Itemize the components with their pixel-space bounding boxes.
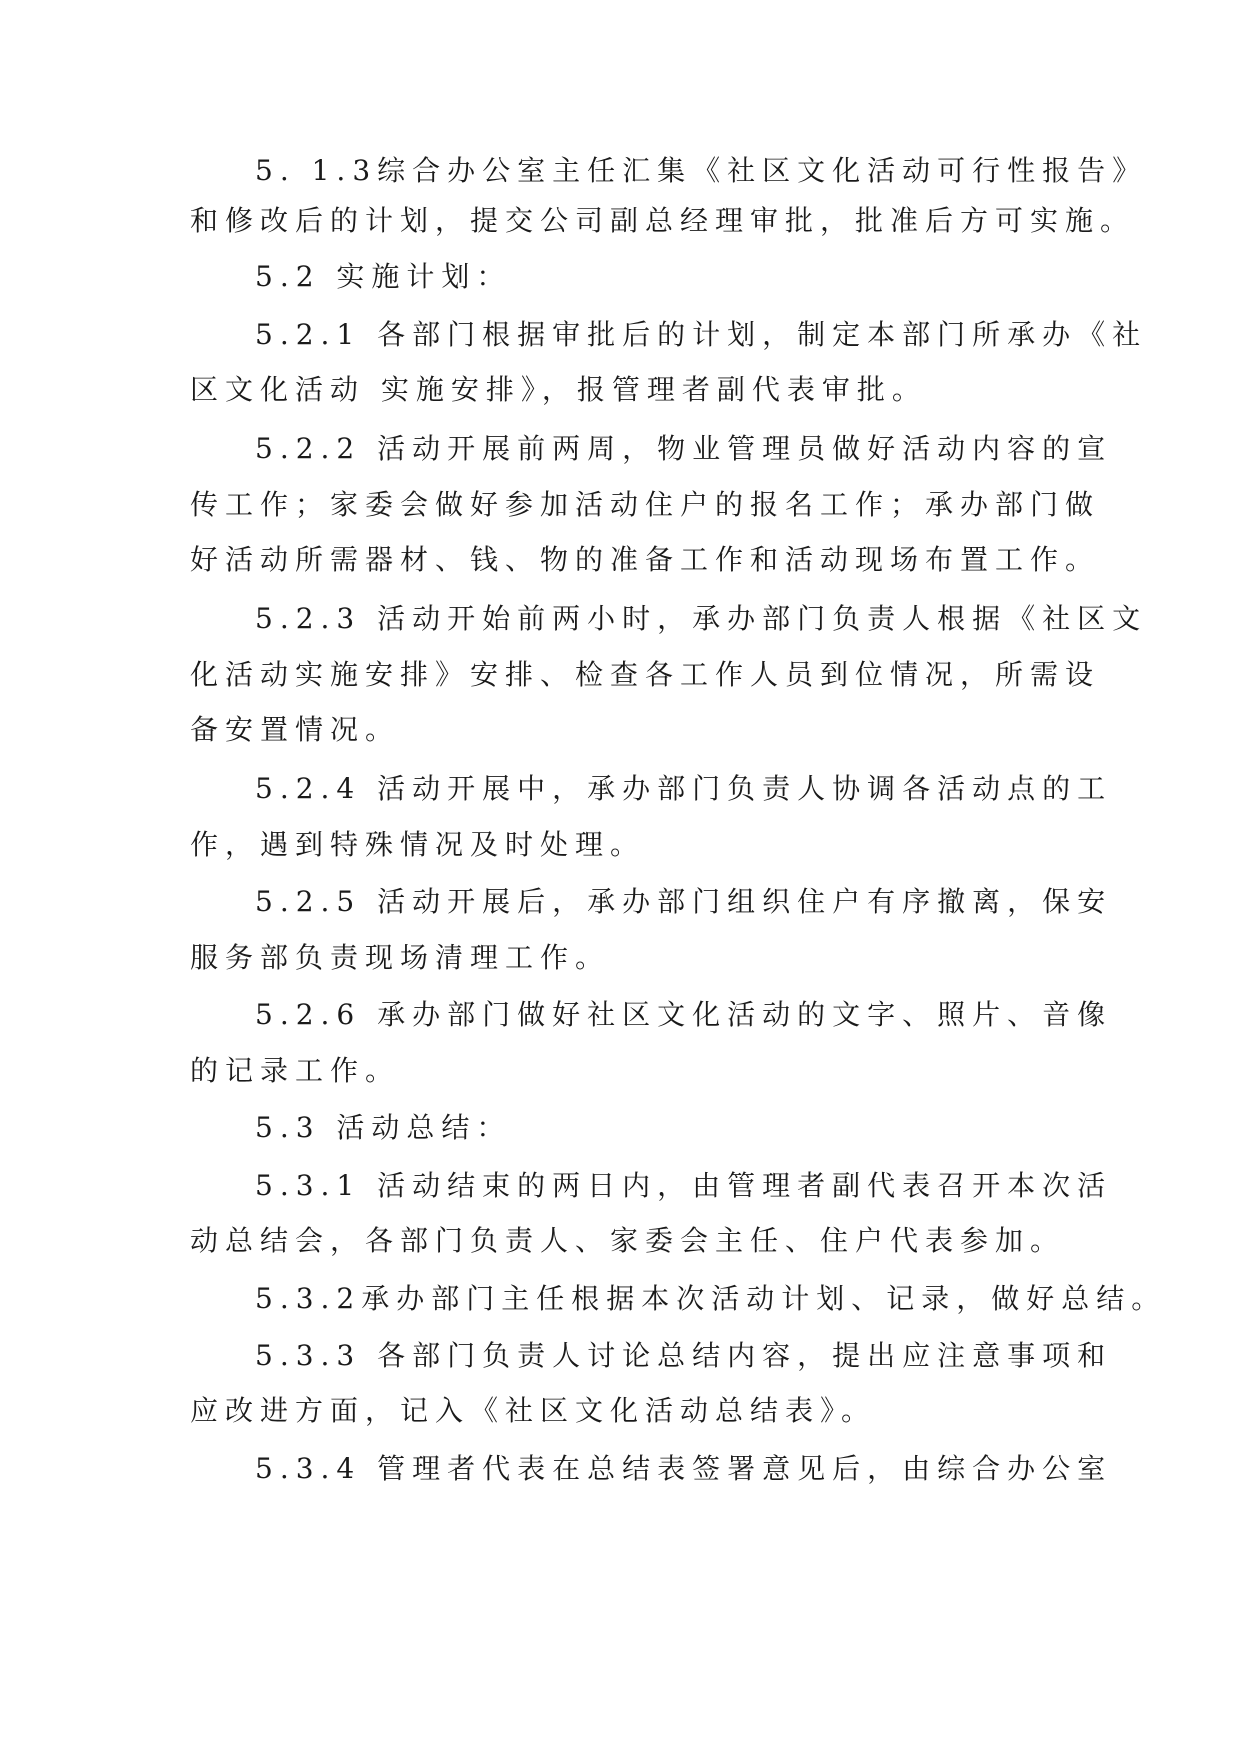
text-line: 应改进方面，记入《社区文化活动总结表》。 (190, 1394, 877, 1427)
text-line: 和修改后的计划，提交公司副总经理审批，批准后方可实施。 (190, 204, 1136, 237)
text-line: 的记录工作。 (190, 1054, 401, 1087)
text-line: 化活动实施安排》安排、检查各工作人员到位情况，所需设 (190, 658, 1101, 691)
text-line: 5.3 活动总结： (255, 1111, 512, 1144)
text-line: 传工作；家委会做好参加活动住户的报名工作；承办部门做 (190, 488, 1101, 521)
text-line: 5.3.3 各部门负责人讨论总结内容，提出应注意事项和 (255, 1339, 1113, 1372)
text-line: 5.3.1 活动结束的两日内，由管理者副代表召开本次活 (255, 1169, 1113, 1202)
text-line: 5.2 实施计划： (255, 260, 512, 293)
text-line: 好活动所需器材、钱、物的准备工作和活动现场布置工作。 (190, 543, 1101, 576)
text-line: 5.2.3 活动开始前两小时，承办部门负责人根据《社区文 (255, 602, 1148, 635)
text-line: 5.2.4 活动开展中，承办部门负责人协调各活动点的工 (255, 772, 1113, 805)
text-line: 动总结会，各部门负责人、家委会主任、住户代表参加。 (190, 1224, 1066, 1257)
text-line: 服务部负责现场清理工作。 (190, 941, 611, 974)
text-line: 5.2.2 活动开展前两周，物业管理员做好活动内容的宣 (255, 432, 1113, 465)
text-line: 备安置情况。 (190, 713, 401, 746)
text-line: 5.2.5 活动开展后，承办部门组织住户有序撤离，保安 (255, 885, 1113, 918)
text-line: 5.3.2承办部门主任根据本次活动计划、记录，做好总结。 (255, 1282, 1167, 1315)
text-line: 5.2.6 承办部门做好社区文化活动的文字、照片、音像 (255, 998, 1113, 1031)
text-line: 作，遇到特殊情况及时处理。 (190, 828, 646, 861)
text-line: 5.3.4 管理者代表在总结表签署意见后，由综合办公室 (255, 1452, 1113, 1485)
text-line: 区文化活动 实施安排》，报管理者副代表审批。 (190, 373, 927, 406)
text-line: 5. 1.3综合办公室主任汇集《社区文化活动可行性报告》 (255, 154, 1148, 187)
text-line: 5.2.1 各部门根据审批后的计划，制定本部门所承办《社 (255, 318, 1148, 351)
